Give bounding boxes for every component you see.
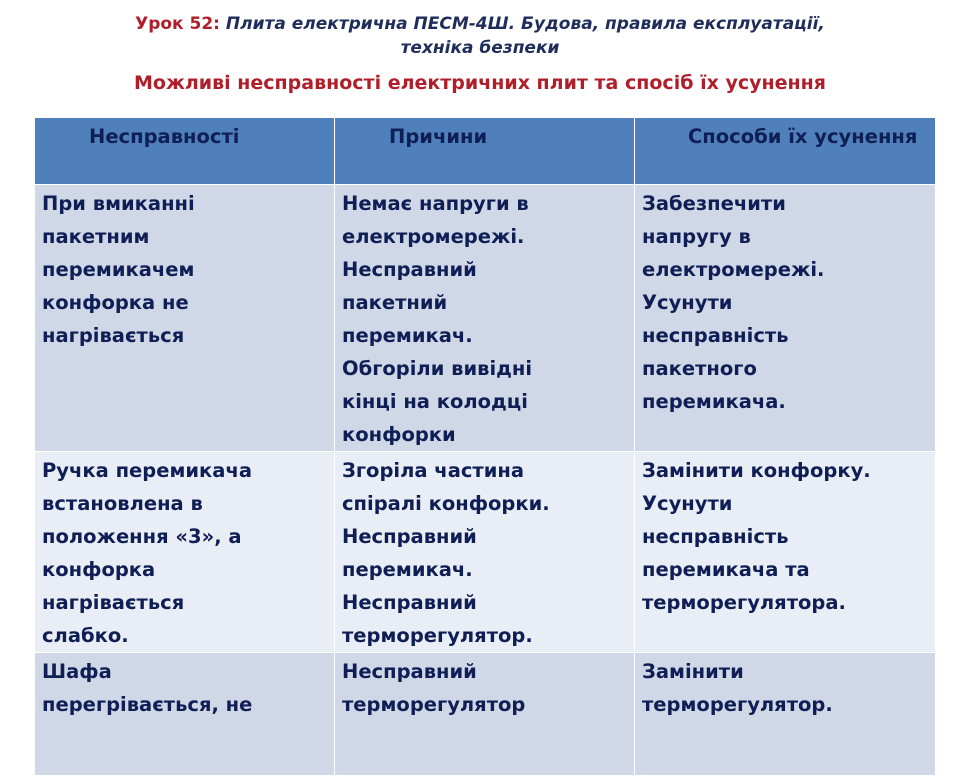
cell-line: Шафа xyxy=(42,660,112,683)
cell-line: встановлена в xyxy=(42,492,203,515)
cell-line: Усунути xyxy=(642,291,733,314)
lesson-header xyxy=(0,12,960,60)
cell-line: терморегулятор xyxy=(342,693,526,716)
table-header-row xyxy=(35,118,936,185)
cell-line: нагрівається xyxy=(42,324,185,347)
cell-line: Замінити xyxy=(642,660,744,683)
cell-line: Несправний xyxy=(342,525,477,548)
remedy-cell xyxy=(635,185,936,452)
cell-line: терморегулятора. xyxy=(642,591,846,614)
header-remedies-line1: Способи їх xyxy=(688,125,808,148)
cell-line: пакетний xyxy=(342,291,448,314)
cell-line: нагрівається xyxy=(42,591,185,614)
remedy-cell xyxy=(635,653,936,776)
cell-line: Забезпечити xyxy=(642,192,786,215)
faults-table xyxy=(34,117,936,776)
header-remedies xyxy=(635,118,936,185)
slide-subtitle: Можливі несправності електричних плит та спосіб їх усунення xyxy=(134,72,826,94)
cell-line: Немає напруги в xyxy=(342,192,529,215)
cell-line: Несправний xyxy=(342,258,477,281)
cell-line: перегрівається, не xyxy=(42,693,253,716)
cause-cell xyxy=(335,185,635,452)
lesson-title-line2: техніка безпеки xyxy=(400,38,560,58)
cell-line: напругу в xyxy=(642,225,751,248)
table-row xyxy=(35,653,936,776)
header-remedies-line2: усунення xyxy=(814,125,918,148)
lesson-header-line1 xyxy=(0,12,960,36)
fault-cell xyxy=(35,653,335,776)
cell-line: пакетного xyxy=(642,357,757,380)
cause-cell xyxy=(335,452,635,653)
cell-line: Обгоріли вивідні xyxy=(342,357,533,380)
header-causes: Причини xyxy=(335,118,635,185)
cell-line: слабко. xyxy=(42,624,129,647)
cell-line: При вмиканні xyxy=(42,192,195,215)
cell-line: перемикача та xyxy=(642,558,810,581)
cell-line: Несправний xyxy=(342,660,477,683)
cell-line: електромережі. xyxy=(642,258,825,281)
fault-cell xyxy=(35,185,335,452)
cell-line: Усунути xyxy=(642,492,733,515)
cell-line: Несправний xyxy=(342,591,477,614)
cell-line: конфорка xyxy=(42,558,156,581)
fault-cell xyxy=(35,452,335,653)
cell-line: несправність xyxy=(642,525,789,548)
lesson-title: Плита електрична ПЕСМ-4Ш. Будова, правила експлуатації, xyxy=(225,14,825,34)
cell-line: перемикач. xyxy=(342,324,473,347)
cell-line: перемикача. xyxy=(642,390,786,413)
cell-line: перемикач. xyxy=(342,558,473,581)
table-row xyxy=(35,452,936,653)
cell-line: конфорки xyxy=(342,423,456,446)
cell-line: конфорка не xyxy=(42,291,189,314)
cell-line: Замінити конфорку. xyxy=(642,459,871,482)
cell-line: положення «3», а xyxy=(42,525,242,548)
cause-cell xyxy=(335,653,635,776)
cell-line: Згоріла частина xyxy=(342,459,525,482)
cell-line: несправність xyxy=(642,324,789,347)
header-faults: Несправності xyxy=(35,118,335,185)
cell-line: спіралі конфорки. xyxy=(342,492,550,515)
cell-line: електромережі. xyxy=(342,225,525,248)
remedy-cell xyxy=(635,452,936,653)
lesson-number: Урок 52: xyxy=(135,14,220,34)
cell-line: терморегулятор. xyxy=(342,624,533,647)
cell-line: кінці на колодці xyxy=(342,390,528,413)
cell-line: терморегулятор. xyxy=(642,693,833,716)
cell-line: перемикачем xyxy=(42,258,195,281)
table-row xyxy=(35,185,936,452)
cell-line: Ручка перемикача xyxy=(42,459,252,482)
cell-line: пакетним xyxy=(42,225,150,248)
